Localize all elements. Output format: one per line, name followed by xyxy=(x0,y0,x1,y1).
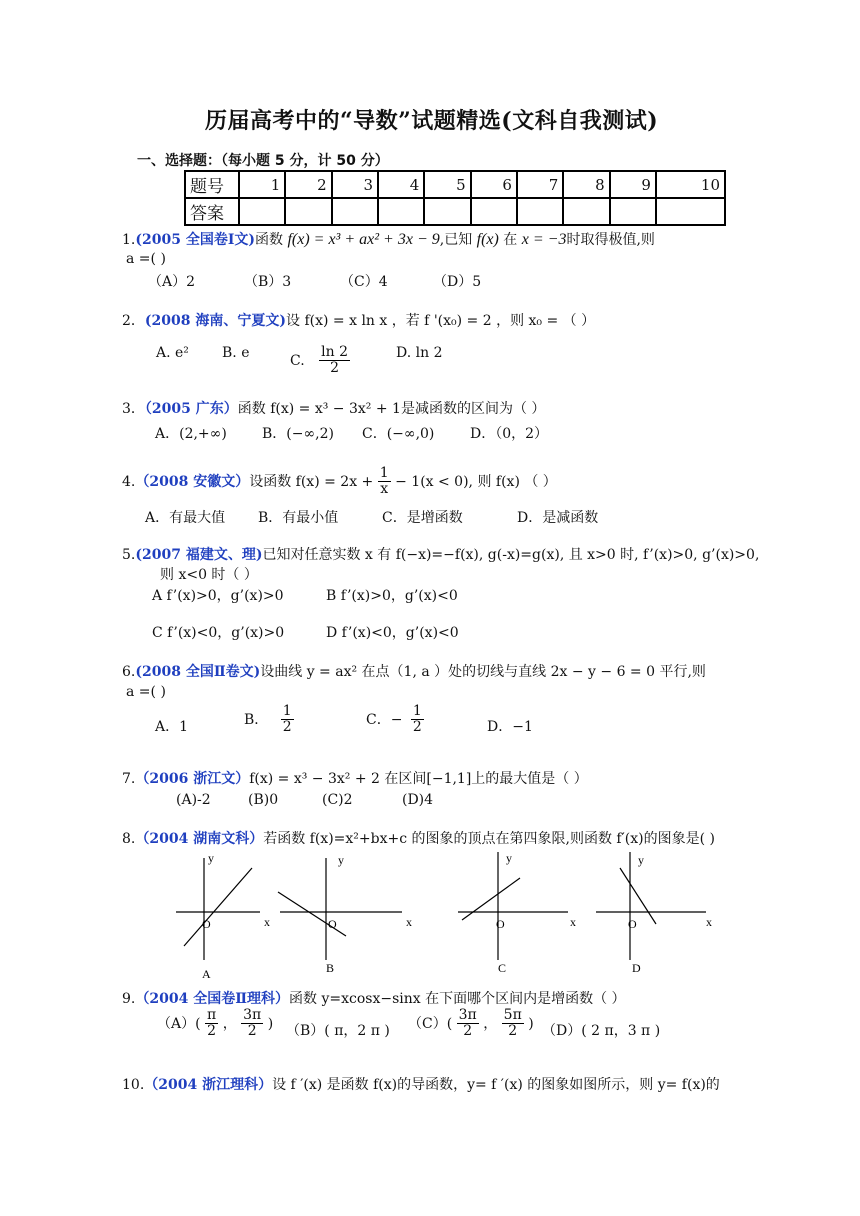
option-a[interactable]: （A）( $\frac{\pi}{2}$ ， $\frac{3\pi}{2}$ ) xyxy=(157,1007,274,1040)
svg-text:x: x xyxy=(570,915,576,929)
option-a[interactable]: A．(2,+∞) xyxy=(155,426,227,442)
table-cell: 9 xyxy=(610,171,656,198)
row-label: 答案 xyxy=(185,198,239,225)
question-7: 7.（2006 浙江文）f(x) = x³ − 3x² + 2 在区间[−1,1]上的最大值是（ ） xyxy=(122,771,588,787)
graph-options xyxy=(160,848,740,978)
question-3: 3．（2005 广东）函数 f(x) = x³ − 3x² + 1是减函数的区间为（ ） xyxy=(122,401,546,417)
option-a[interactable]: A．1 xyxy=(155,719,189,735)
option-d[interactable]: (D)4 xyxy=(402,792,434,808)
fraction: $\frac{5\pi}{2}$ xyxy=(503,1007,522,1040)
option-c[interactable]: C. $\frac{\ln 2}{2}$ xyxy=(290,344,348,377)
option-a[interactable]: A．有最大值 xyxy=(145,510,226,526)
svg-text:y: y xyxy=(338,853,344,867)
fraction: $\frac{1}{x}$ xyxy=(379,465,389,498)
svg-text:O: O xyxy=(496,917,505,931)
answer-cell[interactable] xyxy=(656,198,725,225)
question-source: （2004 湖南文科） xyxy=(135,831,264,847)
page-title: 历届高考中的“导数”试题精选(文科自我测试) xyxy=(205,108,659,134)
question-1-line2: a =( ) xyxy=(126,251,166,267)
table-cell: 2 xyxy=(285,171,331,198)
answer-cell[interactable] xyxy=(424,198,470,225)
svg-text:x: x xyxy=(264,915,270,929)
question-6-line2: a =( ) xyxy=(126,684,166,700)
question-6: 6.(2008 全国Ⅱ卷文)设曲线 y = ax² 在点（1, a ）处的切线与直线 2x − y − 6 = 0 平行,则 xyxy=(122,664,706,680)
svg-text:y: y xyxy=(208,851,214,865)
question-source: （2006 浙江文） xyxy=(135,771,250,787)
table-cell: 6 xyxy=(471,171,517,198)
svg-text:O: O xyxy=(202,917,211,931)
option-c[interactable]: C．− $\frac{1}{2}$ xyxy=(366,703,422,736)
table-row xyxy=(185,171,725,198)
option-b[interactable]: B．(−∞,2) xyxy=(262,426,334,442)
question-source: （2008 安徽文） xyxy=(135,473,250,490)
option-c[interactable]: C f’(x)<0，g’(x)>0 xyxy=(152,625,285,641)
option-b[interactable]: （B）3 xyxy=(244,274,292,290)
question-1: 1.(2005 全国卷Ⅰ文)函数 f(x) = x³ + ax² + 3x − 9,已知 f(x) 在 x = −3时取得极值,则 xyxy=(122,231,655,248)
table-row xyxy=(185,198,725,225)
answer-table xyxy=(184,170,726,226)
row-label: 题号 xyxy=(185,171,239,198)
graph-c[interactable] xyxy=(458,851,576,975)
table-cell: 7 xyxy=(517,171,563,198)
option-b[interactable]: B．有最小值 xyxy=(258,510,339,526)
svg-text:O: O xyxy=(328,917,337,931)
table-cell: 8 xyxy=(563,171,609,198)
option-d[interactable]: D. ln 2 xyxy=(396,345,443,361)
question-9: 9.（2004 全国卷Ⅱ理科）函数 y=xcosx−sinx 在下面哪个区间内是增函数（ ） xyxy=(122,991,626,1007)
table-cell: 3 xyxy=(332,171,378,198)
svg-text:D: D xyxy=(632,961,641,975)
answer-cell[interactable] xyxy=(332,198,378,225)
svg-text:y: y xyxy=(638,853,644,867)
question-5-line2: 则 x<0 时（ ） xyxy=(160,567,258,583)
graph-a[interactable] xyxy=(176,851,270,978)
question-source: （2004 全国卷Ⅱ理科） xyxy=(135,991,289,1007)
graph-b[interactable] xyxy=(278,853,412,975)
option-d[interactable]: （D）( 2 π，3 π ) xyxy=(542,1023,661,1039)
option-c[interactable]: （C）4 xyxy=(340,274,388,290)
answer-cell[interactable] xyxy=(285,198,331,225)
option-d[interactable]: D．−1 xyxy=(487,719,533,735)
option-b[interactable]: B． $\frac{1}{2}$ xyxy=(244,703,292,736)
question-source: （2005 广东） xyxy=(144,401,238,417)
answer-cell[interactable] xyxy=(471,198,517,225)
option-a[interactable]: （A）2 xyxy=(148,274,196,290)
graph-d[interactable] xyxy=(596,852,712,975)
fraction: $\frac{\pi}{2}$ xyxy=(207,1007,217,1040)
option-d[interactable]: D．（0，2） xyxy=(470,426,549,442)
question-4: 4.（2008 安徽文）设函数 f(x) = 2x + $\frac{1}{x}$ − 1(x < 0), 则 f(x) （ ） xyxy=(122,465,557,498)
answer-cell[interactable] xyxy=(517,198,563,225)
option-d[interactable]: （D）5 xyxy=(433,274,482,290)
fraction: $\frac{3\pi}{2}$ xyxy=(243,1007,262,1040)
table-cell: 4 xyxy=(378,171,424,198)
fraction: $\frac{\ln 2}{2}$ xyxy=(321,344,348,377)
answer-cell[interactable] xyxy=(563,198,609,225)
fraction: $\frac{1}{2}$ xyxy=(282,703,292,736)
option-d[interactable]: D．是减函数 xyxy=(517,510,599,526)
fraction: $\frac{3\pi}{2}$ xyxy=(458,1007,477,1040)
table-cell: 10 xyxy=(656,171,725,198)
question-source: (2007 福建文、理) xyxy=(135,547,263,563)
fraction: $\frac{1}{2}$ xyxy=(412,703,422,736)
question-10: 10.（2004 浙江理科）设 f ′(x) 是函数 f(x)的导函数，y= f ′(x) 的图象如图所示，则 y= f(x)的 xyxy=(122,1077,720,1093)
question-8: 8.（2004 湖南文科）若函数 f(x)=x²+bx+c 的图象的顶点在第四象限,则函数 f′(x)的图象是( ) xyxy=(122,831,715,847)
option-c[interactable]: C．(−∞,0) xyxy=(362,426,435,442)
question-2: 2．(2008 海南、宁夏文)设 f(x) = x ln x ，若 f '(x₀) = 2 ，则 x₀ = （ ） xyxy=(122,313,596,329)
option-b[interactable]: B f’(x)>0，g’(x)<0 xyxy=(326,588,458,604)
svg-text:x: x xyxy=(706,915,712,929)
option-c[interactable]: (C)2 xyxy=(322,792,353,808)
svg-text:x: x xyxy=(406,915,412,929)
section-heading: 一、选择题：（每小题 5 分，计 50 分） xyxy=(137,153,389,169)
table-cell: 5 xyxy=(424,171,470,198)
option-c[interactable]: C．是增函数 xyxy=(382,510,463,526)
svg-text:B: B xyxy=(326,961,335,975)
option-a[interactable]: A f’(x)>0，g’(x)>0 xyxy=(152,588,284,604)
question-source: (2008 全国Ⅱ卷文) xyxy=(135,664,261,680)
svg-text:O: O xyxy=(628,917,637,931)
svg-text:A: A xyxy=(202,967,211,978)
answer-cell[interactable] xyxy=(378,198,424,225)
answer-cell[interactable] xyxy=(239,198,285,225)
question-source: （2004 浙江理科） xyxy=(144,1077,273,1093)
option-a[interactable]: (A)-2 xyxy=(176,792,211,808)
answer-cell[interactable] xyxy=(610,198,656,225)
option-b[interactable]: (B)0 xyxy=(248,792,279,808)
table-cell: 1 xyxy=(239,171,285,198)
option-d[interactable]: D f’(x)<0，g’(x)<0 xyxy=(326,625,459,641)
question-source: (2005 全国卷Ⅰ文) xyxy=(135,232,255,248)
question-5: 5.(2007 福建文、理)已知对任意实数 x 有 f(−x)=−f(x), g(-x)=g(x), 且 x>0 时, f’(x)>0, g’(x)>0, xyxy=(122,547,760,563)
option-b[interactable]: （B）( π，2 π ) xyxy=(286,1023,390,1039)
option-c[interactable]: （C）( $\frac{3\pi}{2}$ ， $\frac{5\pi}{2}$ ) xyxy=(408,1007,534,1040)
option-a[interactable]: A. e² xyxy=(156,345,189,361)
question-source: (2008 海南、宁夏文) xyxy=(144,313,287,329)
option-b[interactable]: B. e xyxy=(222,345,250,361)
svg-text:C: C xyxy=(498,961,507,975)
svg-text:y: y xyxy=(506,851,512,865)
